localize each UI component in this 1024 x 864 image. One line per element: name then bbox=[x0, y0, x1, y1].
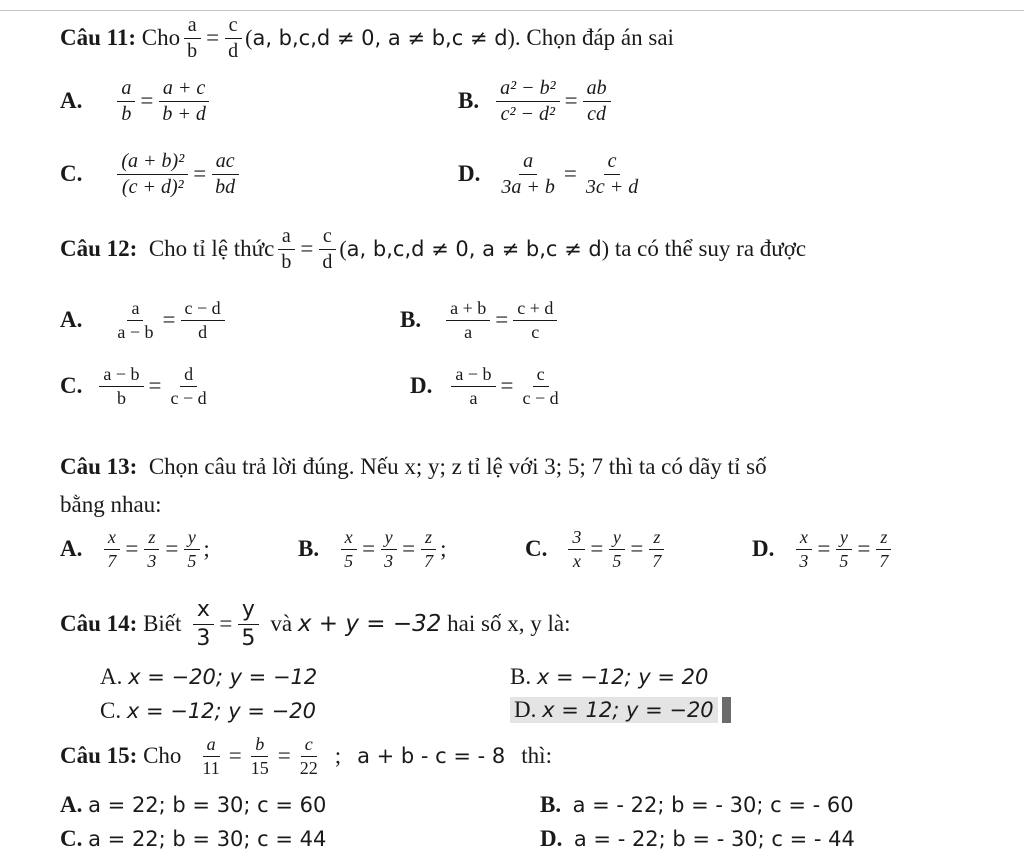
q12-title: Câu 12: bbox=[60, 236, 138, 261]
q11-given-frac-1: $\frac{a}{b}$ bbox=[183, 15, 201, 62]
q11-intro: Cho bbox=[141, 25, 181, 50]
q14-frac-1: $\frac{x}{3}$ bbox=[192, 598, 214, 649]
q13-option-a: A. $\frac{x}{7}$ = $\frac{z}{3}$ = $\frac{y}{5}$ ; bbox=[60, 526, 210, 571]
q11-a-frac-2: $\frac{a + c}{b + d}$ bbox=[158, 78, 210, 125]
q12-d-frac-2: $\frac{c}{c - d}$ bbox=[522, 363, 559, 408]
q12-c-frac-1: $\frac{a - b}{b}$ bbox=[99, 365, 143, 408]
q13-title: Câu 13: bbox=[60, 454, 138, 479]
q13-header bbox=[60, 450, 767, 484]
q14-equation: x + y = −32 bbox=[297, 611, 442, 637]
q11-option-a: A. $\frac{a}{b}$ = $\frac{a + c}{b + d}$ bbox=[60, 76, 213, 126]
q13-option-d: D. $\frac{x}{3}$ = $\frac{y}{5}$ = $\frac{z}{7}$ bbox=[752, 524, 895, 574]
q11-header: Câu 11: Cho $\frac{a}{b}$ = $\frac{c}{d}$ ( a, b,c,d ≠ 0, a ≠ b,c ≠ d ) . Chọn đáp án sai bbox=[60, 13, 674, 62]
q15-tail: thì: bbox=[521, 743, 552, 768]
q12-condition: a, b,c,d ≠ 0, a ≠ b,c ≠ d bbox=[346, 237, 602, 261]
q13-option-b: B. $\frac{x}{5}$ = $\frac{y}{3}$ = $\frac{z}{7}$ ; bbox=[298, 526, 447, 571]
q15-option-d: D. a = - 22; b = - 30; c = - 44 bbox=[540, 826, 855, 851]
q11-given-frac-2: $\frac{c}{d}$ bbox=[224, 15, 242, 62]
q15-title: Câu 15: bbox=[60, 743, 138, 768]
q12-intro: Cho tỉ lệ thức bbox=[148, 236, 275, 261]
q11-c-frac-1: $\frac{\text{(a + b)²}}{\text{(c + d)²}}$ bbox=[117, 151, 188, 198]
q13-line1: Chọn câu trả lời đúng. Nếu x; y; z tỉ lệ với 3; 5; 7 thì ta có dãy tỉ số bbox=[148, 454, 767, 479]
q15-equation: a + b - c = - 8 bbox=[357, 744, 506, 768]
q11-tail: . Chọn đáp án sai bbox=[514, 25, 674, 50]
q11-title: Câu 11: bbox=[60, 25, 137, 50]
q14-intro: Biết bbox=[143, 611, 182, 636]
q12-header: Câu 12: Cho tỉ lệ thức $\frac{a}{b}$ = $\frac{c}{d}$ ( a, b,c,d ≠ 0, a ≠ b,c ≠ d ) ta có thể suy ra được bbox=[60, 224, 807, 273]
q12-a-frac-2: $\frac{c - d}{d}$ bbox=[181, 299, 225, 342]
q12-c-frac-2: $\frac{d}{c - d}$ bbox=[170, 363, 207, 408]
q11-c-frac-2: $\frac{ac}{bd}$ bbox=[211, 151, 239, 198]
q13-line2-row bbox=[60, 488, 162, 522]
q14-frac-2: $\frac{y}{5}$ bbox=[237, 598, 259, 649]
q12-option-a: A. $\frac{a}{a - b}$ = $\frac{c - d}{d}$ bbox=[60, 294, 228, 346]
q12-option-c: C. $\frac{a - b}{b}$ = $\frac{d}{c - d}$ bbox=[60, 360, 214, 412]
text-selection-highlight[interactable]: D. x = 12; y = −20 bbox=[510, 697, 718, 723]
q15-option-c: C. a = 22; b = 30; c = 44 bbox=[60, 826, 327, 851]
q15-option-a: A. a = 22; b = 30; c = 60 bbox=[60, 792, 327, 817]
q11-condition: a, b,c,d ≠ 0, a ≠ b,c ≠ d bbox=[252, 26, 508, 50]
q14-option-c: C. x = −12; y = −20 bbox=[100, 698, 316, 723]
q14-option-a: A. x = −20; y = −12 bbox=[100, 664, 318, 689]
q15-header: Câu 15: Cho $\frac{a}{11}$ = $\frac{b}{15}$ = $\frac{c}{22}$ ; a + b - c = - 8 thì: bbox=[60, 733, 552, 778]
q12-b-frac-2: $\frac{c + d}{c}$ bbox=[513, 299, 557, 342]
q12-d-frac-1: $\frac{a - b}{a}$ bbox=[451, 365, 495, 408]
q15-intro: Cho bbox=[143, 743, 182, 768]
q11-a-frac-1: $\frac{a}{b}$ bbox=[117, 78, 135, 125]
q11-d-frac-2: $\frac{c}{3c + d}$ bbox=[585, 149, 639, 198]
q14-option-b: B. x = −12; y = 20 bbox=[510, 664, 709, 689]
q12-a-frac-1: $\frac{a}{a - b}$ bbox=[117, 297, 154, 342]
q14-title: Câu 14: bbox=[60, 611, 138, 636]
q13-line2: bằng nhau: bbox=[60, 492, 162, 517]
q11-option-d: D. $\frac{a}{3a + b}$ = $\frac{c}{3c + d}$ bbox=[458, 148, 645, 200]
text-cursor-icon bbox=[722, 697, 731, 723]
q15-option-b: B. a = - 22; b = - 30; c = - 60 bbox=[540, 792, 854, 817]
q11-b-frac-1: $\frac{\text{a² − b²}}{\text{c² − d²}}$ bbox=[496, 78, 560, 125]
q12-b-frac-1: $\frac{a + b}{a}$ bbox=[446, 299, 490, 342]
q11-option-c: C. $\frac{\text{(a + b)²}}{\text{(c + d)²}}$ = $\frac{ac}{bd}$ bbox=[60, 146, 242, 202]
q14-tail: hai số x, y là: bbox=[447, 611, 571, 636]
q13-option-c: C. $\frac{3}{x}$ = $\frac{y}{5}$ = $\frac{z}{7}$ bbox=[525, 524, 668, 574]
q11-option-b: B. $\frac{\text{a² − b²}}{\text{c² − d²}}$ = $\frac{ab}{cd}$ bbox=[458, 76, 614, 126]
q12-tail: ta có thể suy ra được bbox=[614, 236, 807, 261]
q12-option-d: D. $\frac{a - b}{a}$ = $\frac{c}{c - d}$ bbox=[410, 360, 566, 412]
q12-given-frac-1: $\frac{a}{b}$ bbox=[277, 226, 295, 273]
q14-mid: và bbox=[270, 611, 293, 636]
page-top-border bbox=[0, 10, 1024, 11]
q14-header: Câu 14: Biết $\frac{x}{3}$ = $\frac{y}{5}$ và x + y = −32 hai số x, y là: bbox=[60, 597, 571, 651]
q11-d-frac-1: $\frac{a}{3a + b}$ bbox=[501, 149, 555, 198]
q14-option-d[interactable] bbox=[510, 693, 731, 727]
q11-b-frac-2: $\frac{ab}{cd}$ bbox=[583, 78, 611, 125]
q12-given-frac-2: $\frac{c}{d}$ bbox=[318, 226, 336, 273]
q12-option-b: B. $\frac{a + b}{a}$ = $\frac{c + d}{c}$ bbox=[400, 294, 560, 346]
